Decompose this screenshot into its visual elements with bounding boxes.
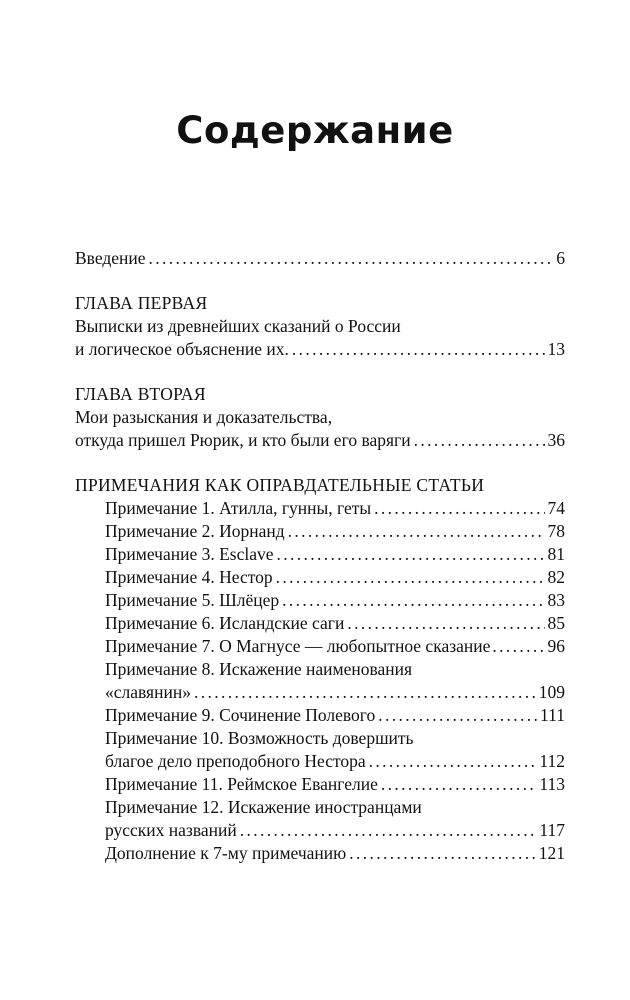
toc-note-11[interactable] bbox=[105, 773, 565, 796]
dot-leader bbox=[492, 635, 545, 658]
note-title: Примечание 7. О Магнусе — любопытное сказание bbox=[105, 636, 491, 656]
page-number: 121 bbox=[538, 843, 565, 863]
page-number: 13 bbox=[547, 339, 565, 359]
page-number: 112 bbox=[539, 751, 565, 771]
note-title: Примечание 5. Шлёцер bbox=[105, 590, 280, 610]
page-number: 6 bbox=[556, 248, 565, 268]
toc-note-7[interactable] bbox=[105, 635, 565, 658]
page-number: 82 bbox=[547, 567, 565, 587]
toc-chapter-2[interactable] bbox=[75, 383, 565, 452]
toc-note-9[interactable] bbox=[105, 704, 565, 727]
dot-leader bbox=[381, 773, 537, 796]
toc-note-addendum[interactable] bbox=[105, 842, 565, 865]
dot-leader bbox=[149, 247, 554, 270]
note-title: Примечание 11. Реймское Евангелие bbox=[105, 774, 378, 794]
chapter-title-line: и логическое объяснение их. bbox=[75, 339, 289, 359]
toc-note-8[interactable] bbox=[105, 658, 565, 704]
dot-leader bbox=[347, 612, 544, 635]
toc-entry-intro[interactable] bbox=[75, 247, 565, 270]
toc-chapter-1[interactable] bbox=[75, 292, 565, 361]
chapter-title-line: откуда пришел Рюрик, и кто были его варяги bbox=[75, 430, 411, 450]
dot-leader bbox=[277, 543, 545, 566]
page-number: 111 bbox=[540, 705, 565, 725]
note-title: Примечание 1. Атилла, гунны, геты bbox=[105, 498, 372, 518]
note-title: Примечание 2. Иорнанд bbox=[105, 521, 285, 541]
toc-note-5[interactable] bbox=[105, 589, 565, 612]
page-number: 74 bbox=[547, 498, 565, 518]
toc-note-3[interactable] bbox=[105, 543, 565, 566]
note-title: Примечание 10. Возможность довершить bbox=[105, 728, 414, 748]
page-number: 109 bbox=[538, 682, 565, 702]
toc-note-12[interactable] bbox=[105, 796, 565, 842]
dot-leader bbox=[349, 842, 536, 865]
toc-entry-label: Введение bbox=[75, 248, 146, 268]
note-title-continued: благое дело преподобного Нестора bbox=[105, 751, 366, 771]
toc-note-6[interactable] bbox=[105, 612, 565, 635]
toc-note-2[interactable] bbox=[105, 520, 565, 543]
page-number: 83 bbox=[547, 590, 565, 610]
page-number: 78 bbox=[547, 521, 565, 541]
chapter-title-line: Выписки из древнейших сказаний о России bbox=[75, 316, 401, 336]
page-title: Содержание bbox=[176, 108, 454, 152]
dot-leader bbox=[414, 429, 545, 452]
chapter-heading: ГЛАВА ПЕРВАЯ bbox=[75, 293, 208, 313]
chapter-heading: ГЛАВА ВТОРАЯ bbox=[75, 384, 206, 404]
dot-leader bbox=[282, 589, 544, 612]
dot-leader bbox=[194, 681, 536, 704]
dot-leader bbox=[378, 704, 537, 727]
page-number: 81 bbox=[547, 544, 565, 564]
note-title: Примечание 9. Сочинение Полевого bbox=[105, 705, 376, 725]
page-number: 85 bbox=[547, 613, 565, 633]
toc-note-4[interactable] bbox=[105, 566, 565, 589]
dot-leader bbox=[374, 497, 544, 520]
toc-note-10[interactable] bbox=[105, 727, 565, 773]
dot-leader bbox=[369, 750, 537, 773]
table-of-contents bbox=[75, 247, 565, 865]
page-number: 36 bbox=[547, 430, 565, 450]
page-number: 117 bbox=[539, 820, 565, 840]
page-number: 113 bbox=[539, 774, 565, 794]
page-number: 96 bbox=[547, 636, 565, 656]
note-title-continued: «славянин» bbox=[105, 682, 191, 702]
note-title: Примечание 8. Искажение наименования bbox=[105, 659, 413, 679]
note-title-continued: русских названий bbox=[105, 820, 237, 840]
note-title: Примечание 3. Esclave bbox=[105, 544, 274, 564]
toc-note-1[interactable] bbox=[105, 497, 565, 520]
note-title: Примечание 12. Искажение иностранцами bbox=[105, 797, 422, 817]
dot-leader bbox=[276, 566, 545, 589]
dot-leader bbox=[288, 520, 545, 543]
toc-notes-section bbox=[75, 474, 565, 865]
note-title: Дополнение к 7-му примечанию bbox=[105, 843, 347, 863]
chapter-title-line: Мои разыскания и доказательства, bbox=[75, 407, 333, 427]
note-title: Примечание 6. Исландские саги bbox=[105, 613, 345, 633]
dot-leader bbox=[240, 819, 537, 842]
note-title: Примечание 4. Нестор bbox=[105, 567, 273, 587]
dot-leader bbox=[292, 338, 545, 361]
section-heading: ПРИМЕЧАНИЯ КАК ОПРАВДАТЕЛЬНЫЕ СТАТЬИ bbox=[75, 475, 485, 495]
